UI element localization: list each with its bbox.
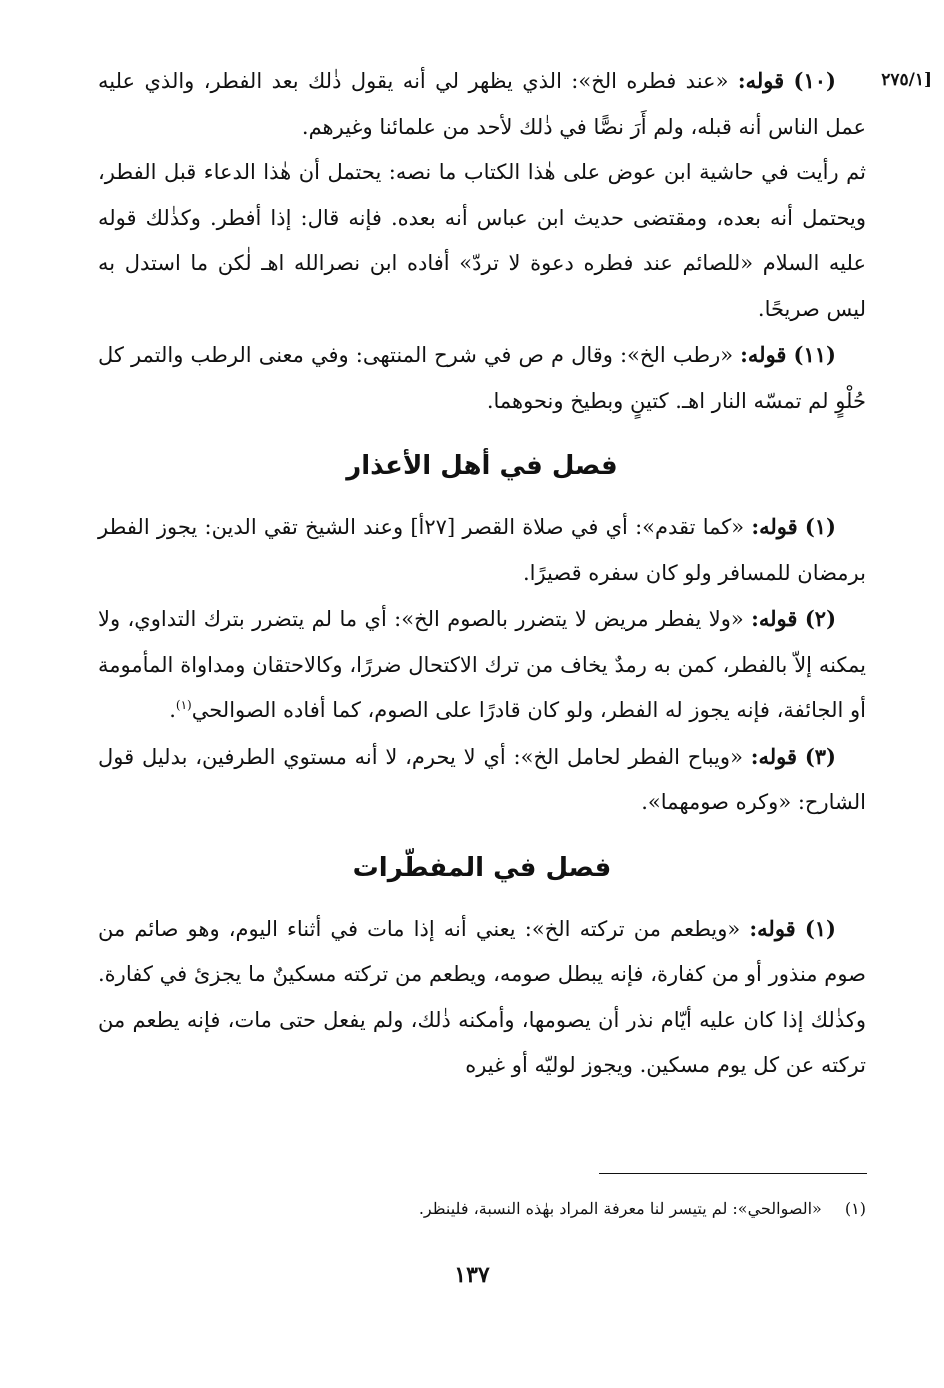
note-paragraph xyxy=(98,596,866,734)
main-text-block xyxy=(98,58,932,1089)
note-paragraph xyxy=(98,734,866,826)
footnote xyxy=(98,1196,866,1222)
note-number: (٢) xyxy=(804,606,836,631)
section-heading: فصل في المفطّرات xyxy=(352,852,612,883)
note-text: ثم رأيت في حاشية ابن عوض على هٰذا الكتاب ما نصه: يحتمل أن هٰذا الدعاء قبل الفطر، ويحتمل أنه بعده، ومقتضى حديث ابن عباس أنه بعده. فإنه قال: إذا أفطر. وكذٰلك قوله عليه السلام «للصائم عند فطره دعوة لا تردّ» أفاده ابن نصرالله اهـ لٰكن ما استدل به ليس صريحًا. xyxy=(98,160,866,321)
footnote-number: (١) xyxy=(844,1199,866,1218)
note-text: «عند فطره الخ»: الذي يظهر لي أنه يقول ذٰلك بعد الفطر، والذي عليه عمل الناس أنه قبله، ولم أَرَ نصًّا في ذٰلك لأحد من علمائنا وغيرهم. xyxy=(98,69,866,139)
note-text: «ويطعم من تركته الخ»: يعني أنه إذا مات في أثناء اليوم، وهو صائم من صوم منذور أو من كفارة، فإنه يبطل صومه، ويطعم من تركته مسكينٌ ما يجزئ في كفارة. وكذٰلك إذا كان عليه أيّام نذر أن يصومها، وأمكنه ذٰلك، ولم يفعل حتى مات، فإنه يطعم من تركته عن كل يوم مسكين. ويجوز لوليّه أو غيره xyxy=(98,916,866,1077)
note-lead: قوله: xyxy=(737,68,785,93)
note-number: (١٠) xyxy=(793,68,836,93)
section-heading: فصل في أهل الأعذار xyxy=(346,451,618,481)
note-text: «ويباح الفطر لحامل الخ»: أي لا يحرم، لا أنه مستوي الطرفين، بدليل قول الشارح: «وكره صومهما». xyxy=(98,744,866,814)
note-lead: قوله: xyxy=(751,514,798,539)
margin-page-reference: [٢٧٥/١ xyxy=(881,70,932,90)
note-number: (١١) xyxy=(793,342,836,367)
note-number: (١) xyxy=(804,514,836,539)
note-paragraph xyxy=(98,58,866,150)
note-text: «رطب الخ»: وقال م ص في شرح المنتهى: وفي معنى الرطب والتمر كل حُلْوٍ لم تمسّه النار اهـ. كتينٍ وبطيخ ونحوهما. xyxy=(98,343,866,413)
note-lead: قوله: xyxy=(751,606,798,631)
note-number: (٣) xyxy=(804,743,836,769)
footnote-divider xyxy=(599,1173,867,1174)
note-paragraph xyxy=(98,906,866,1089)
note-number: (١) xyxy=(804,915,836,941)
note-lead: قوله: xyxy=(740,342,787,367)
footnote-marker: (١) xyxy=(175,698,192,712)
note-lead: قوله: xyxy=(749,915,796,941)
note-text-tail: . xyxy=(169,698,176,722)
footnote-text: «الصوالحي»: لم يتيسر لنا معرفة المراد بهٰذه النسبة، فلينظر. xyxy=(418,1199,822,1218)
note-lead: قوله: xyxy=(750,743,798,769)
note-paragraph xyxy=(98,150,866,332)
note-text: «كما تقدم»: أي في صلاة القصر [٢٧أ] وعند الشيخ تقي الدين: يجوز الفطر برمضان للمسافر ولو كان سفره قصيرًا. xyxy=(98,515,866,585)
note-paragraph xyxy=(98,332,866,424)
note-paragraph xyxy=(98,504,866,596)
page-number: ١٣٧ xyxy=(454,1262,490,1288)
note-text: «ولا يفطر مريض لا يتضرر بالصوم الخ»: أي ما لم يتضرر بترك التداوي، ولا يمكنه إلاّ بالفطر، كمن به رمدٌ يخاف من ترك الاكتحال ضررًا، وكالاحتقان ومداواة المأمومة أو الجائفة، فإنه يجوز له الفطر، ولو كان قادرًا على الصوم، كما أفاده الصوالحي xyxy=(98,607,866,722)
